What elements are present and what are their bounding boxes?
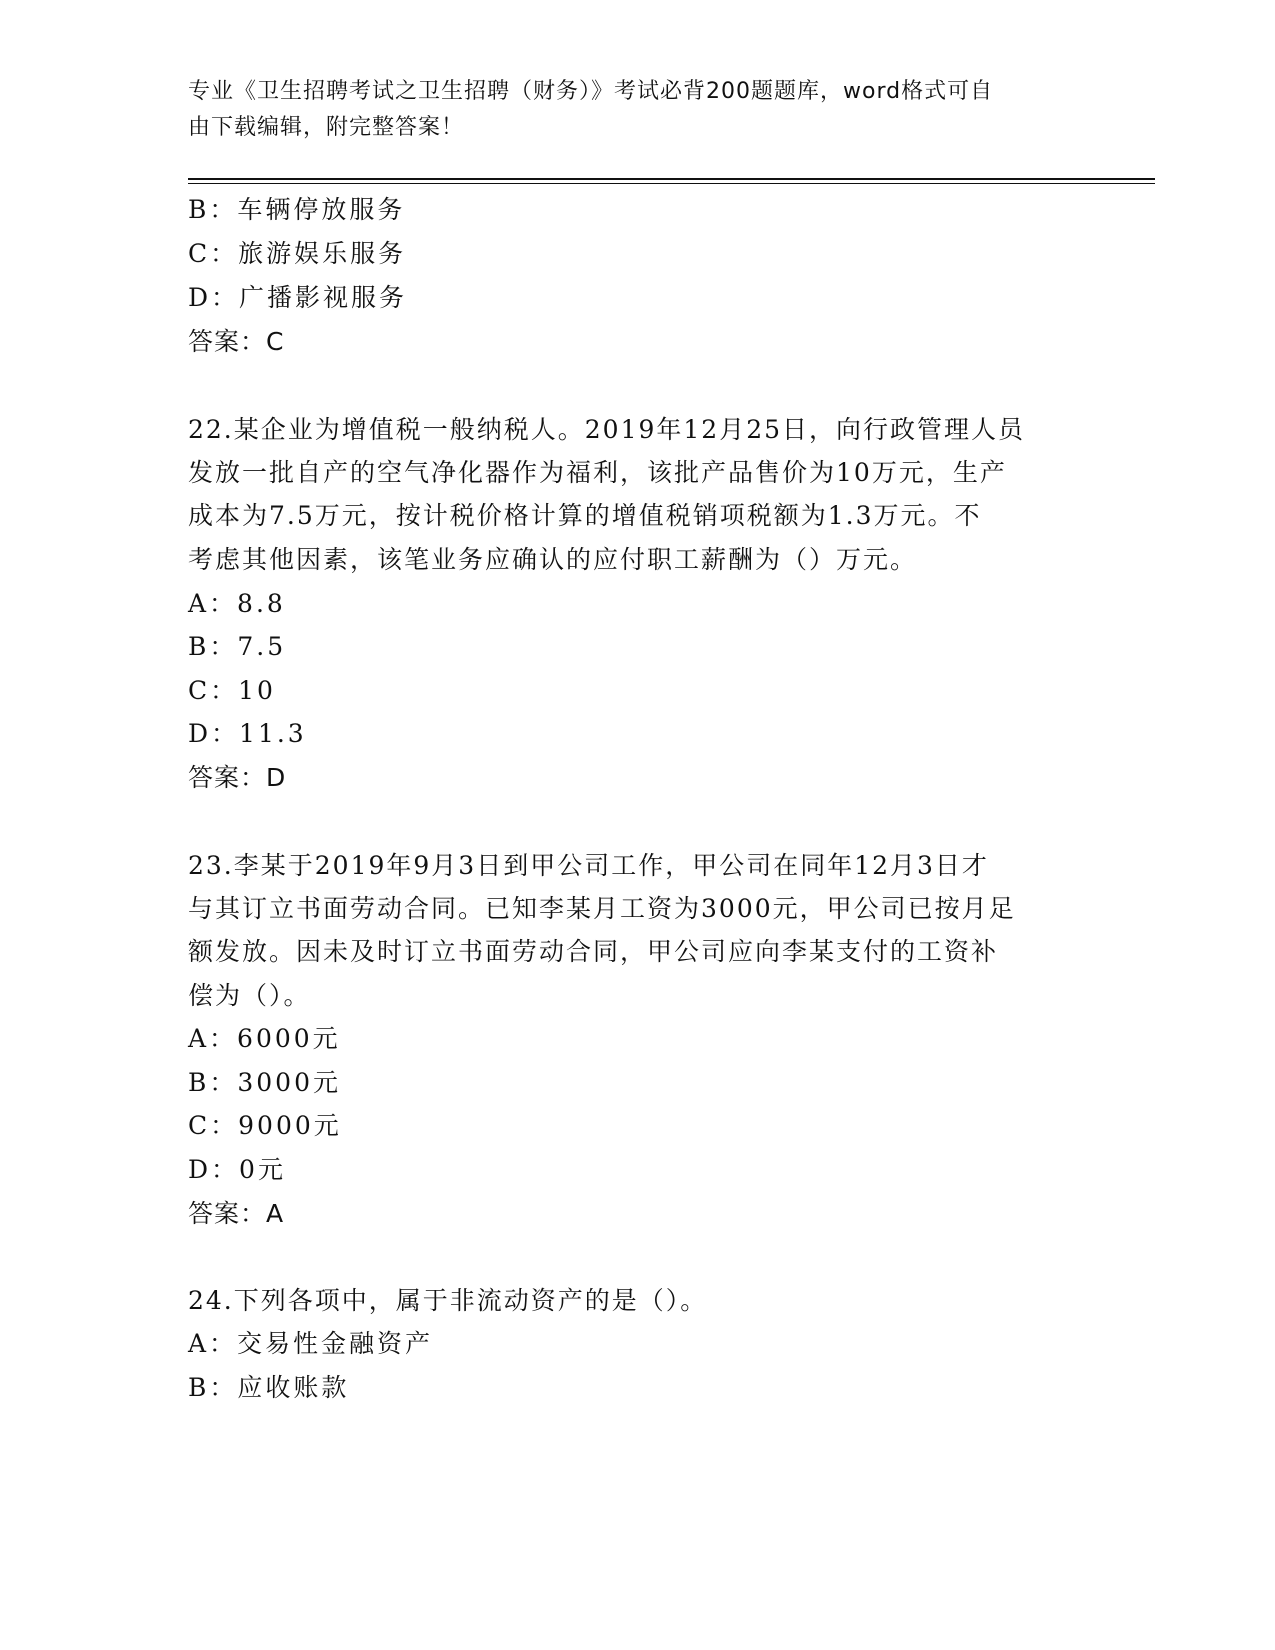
q23-line-4: 偿为（）。 bbox=[188, 981, 311, 1010]
q22-answer: 答案：D bbox=[188, 763, 287, 792]
q23-line-3: 额发放。因未及时订立书面劳动合同，甲公司应向李某支付的工资补 bbox=[188, 937, 999, 966]
q22-option-c: C：10 bbox=[188, 676, 276, 705]
prev-option-d: D：广播影视服务 bbox=[188, 283, 408, 312]
q22-line-3: 成本为7.5万元，按计税价格计算的增值税销项税额为1.3万元。不 bbox=[188, 501, 982, 530]
header-divider-thick bbox=[188, 178, 1155, 180]
q23-option-d: D：0元 bbox=[188, 1155, 286, 1184]
q22-line-1: 22.某企业为增值税一般纳税人。2019年12月25日，向行政管理人员 bbox=[188, 415, 1026, 444]
header-line-1: 专业《卫生招聘考试之卫生招聘（财务）》考试必背200题题库，word格式可自 bbox=[188, 79, 994, 104]
document-header bbox=[188, 74, 1068, 146]
q22-option-b: B：7.5 bbox=[188, 632, 287, 661]
q23-option-a: A：6000元 bbox=[188, 1024, 341, 1053]
q22-option-d: D：11.3 bbox=[188, 719, 307, 748]
prev-option-b: B：车辆停放服务 bbox=[188, 195, 406, 224]
q22-line-4: 考虑其他因素，该笔业务应确认的应付职工薪酬为（）万元。 bbox=[188, 545, 918, 574]
q24-line-1: 24.下列各项中，属于非流动资产的是（）。 bbox=[188, 1286, 708, 1315]
prev-answer: 答案：C bbox=[188, 327, 285, 356]
q23-line-2: 与其订立书面劳动合同。已知李某月工资为3000元，甲公司已按月足 bbox=[188, 894, 1016, 923]
q24-option-b: B：应收账款 bbox=[188, 1373, 350, 1402]
q24-option-a: A：交易性金融资产 bbox=[188, 1329, 434, 1358]
header-divider-thin bbox=[188, 183, 1155, 184]
q22-option-a: A：8.8 bbox=[188, 589, 286, 618]
q23-line-1: 23.李某于2019年9月3日到甲公司工作，甲公司在同年12月3日才 bbox=[188, 851, 989, 880]
q22-line-2: 发放一批自产的空气净化器作为福利，该批产品售价为10万元，生产 bbox=[188, 458, 1007, 487]
header-line-2: 由下载编辑，附完整答案！ bbox=[188, 115, 465, 140]
q23-option-b: B：3000元 bbox=[188, 1068, 341, 1097]
prev-option-c: C：旅游娱乐服务 bbox=[188, 239, 407, 268]
q23-answer: 答案：A bbox=[188, 1199, 285, 1228]
q23-option-c: C：9000元 bbox=[188, 1111, 342, 1140]
